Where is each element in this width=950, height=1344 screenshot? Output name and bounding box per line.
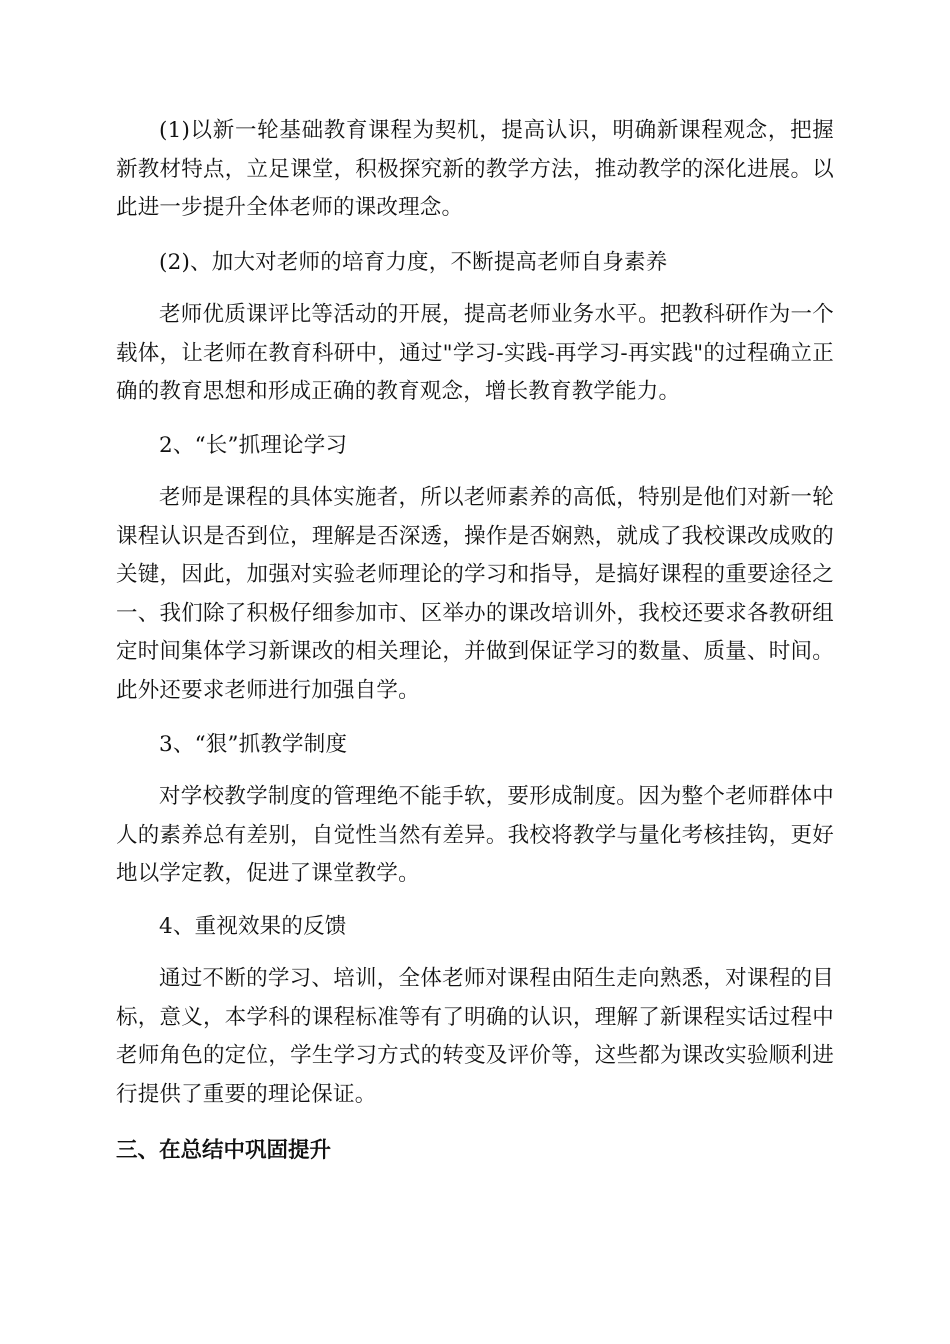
paragraph-feedback-heading: 4、重视效果的反馈 bbox=[159, 914, 347, 939]
paragraph-feedback: 通过不断的学习、培训，全体老师对课程由陌生走向熟悉，对课程的目标，意义，本学科的课程标准等有了明确的认识，理解了新课程实话过程中老师角色的定位，学生学习方式的转变及评价等，这些都为课改实验顺利进行提供了重要的理论保证。 bbox=[116, 966, 834, 1107]
paragraph-curriculum-opportunity: (1)以新一轮基础教育课程为契机，提高认识，明确新课程观念，把握新教材特点，立足课堂，积极探究新的教学方法，推动教学的深化进展。以此进一步提升全体老师的课改理念。 bbox=[116, 118, 834, 220]
paragraph-teacher-quality: 老师优质课评比等活动的开展，提高老师业务水平。把教科研作为一个载体，让老师在教育科研中，通过"学习-实践-再学习-再实践"的过程确立正确的教育思想和形成正确的教育观念，增长教育教学能力。 bbox=[116, 302, 834, 404]
paragraph-theory-study-heading: 2、“长”抓理论学习 bbox=[159, 433, 348, 458]
paragraph-theory-study: 老师是课程的具体实施者，所以老师素养的高低，特别是他们对新一轮课程认识是否到位，理解是否深透，操作是否娴熟，就成了我校课改成败的关键，因此，加强对实验老师理论的学习和指导，是搞好课程的重要途径之一、我们除了积极仔细参加市、区举办的课改培训外，我校还要求各教研组定时间集体学习新课改的相关理论，并做到保证学习的数量、质量、时间。此外还要求老师进行加强自学。 bbox=[116, 485, 834, 703]
section-heading: 三、在总结中巩固提升 bbox=[116, 1138, 332, 1163]
paragraph-teacher-training-heading: (2)、加大对老师的培育力度，不断提高老师自身素养 bbox=[159, 250, 668, 275]
paragraph-teaching-system-heading: 3、“狠”抓教学制度 bbox=[159, 732, 348, 757]
paragraph-teaching-system: 对学校教学制度的管理绝不能手软，要形成制度。因为整个老师群体中人的素养总有差别，自觉性当然有差异。我校将教学与量化考核挂钩，更好地以学定教，促进了课堂教学。 bbox=[116, 784, 834, 886]
